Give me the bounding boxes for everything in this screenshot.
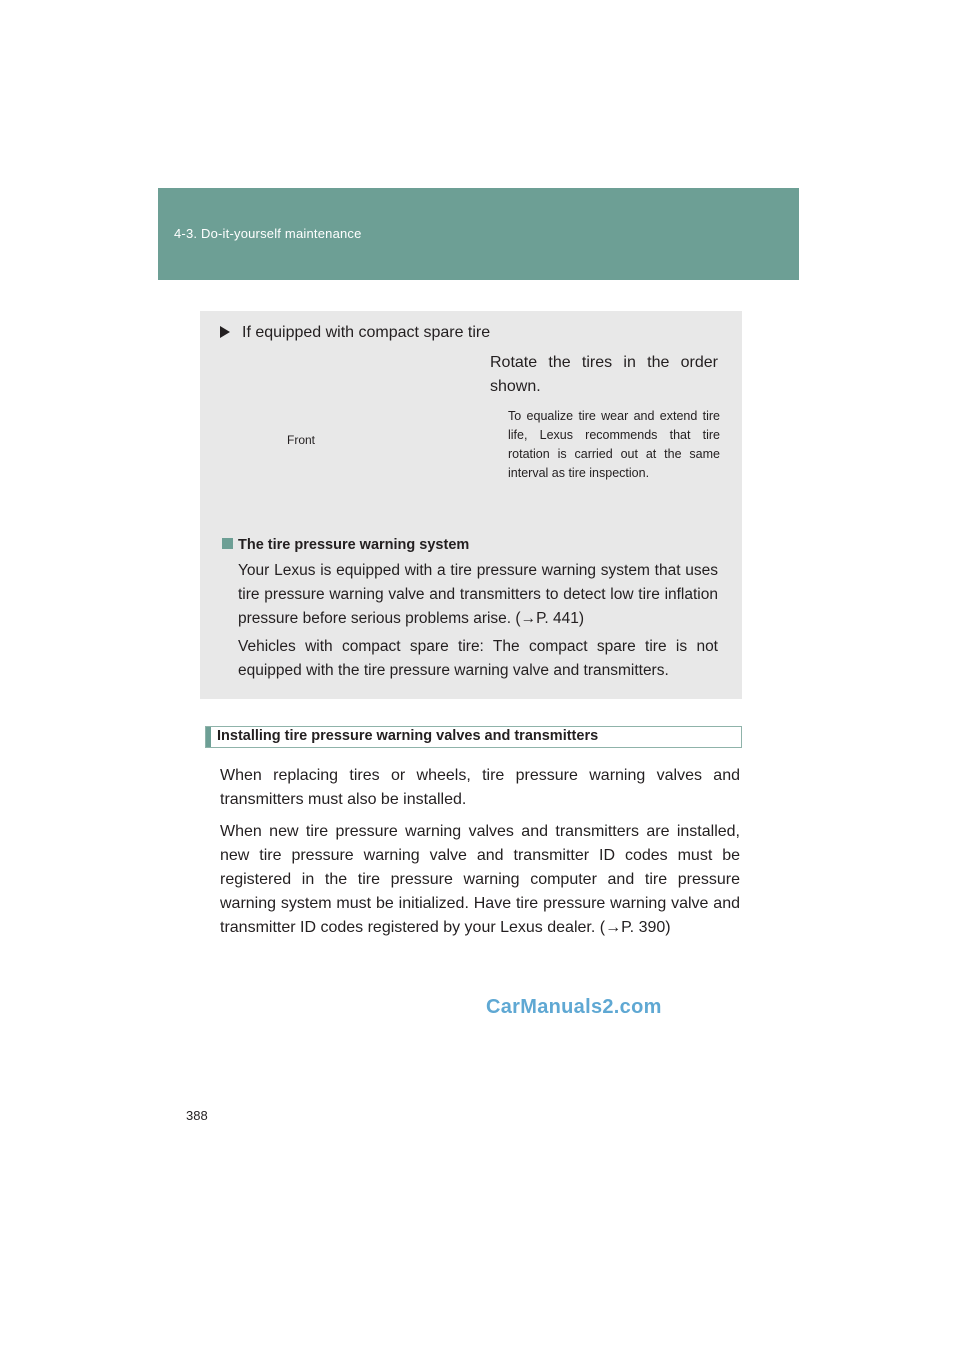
chapter-title: 4-3. Do-it-yourself maintenance: [174, 226, 362, 241]
square-bullet-icon: [222, 538, 233, 549]
rotation-note: To equalize tire wear and extend tire life, Lexus recommends that tire rotation is carried out at the same interval as tire inspection.: [508, 409, 720, 480]
section-heading-box: [205, 726, 742, 748]
rotation-instruction: Rotate the tires in the order shown.: [490, 354, 718, 395]
page-number: 388: [186, 1108, 208, 1123]
equipment-condition-label: If equipped with compact spare tire: [242, 324, 491, 341]
tpws-paragraph: Your Lexus is equipped with a tire pressure warning system that uses tire pressure warning valve and transmitters to detect low tire inflation pressure before serious problems arise. (→P. 441): [238, 562, 718, 627]
arrow-right-icon: [220, 326, 230, 338]
section-accent-bar: [206, 727, 211, 747]
info-panel: [200, 311, 742, 699]
tpws-heading: [222, 537, 469, 553]
watermark: CarManuals2.com: [486, 996, 662, 1018]
compact-spare-paragraph: Vehicles with compact spare tire: The compact spare tire is not equipped with the tire pressure warning valve and transmitters.: [238, 638, 718, 679]
chapter-header: [158, 188, 799, 280]
diagram-front-label: Front: [287, 433, 316, 447]
registration-paragraph: When new tire pressure warning valves and transmitters are installed, new tire pressure warning valve and transmitter ID codes must be registered in the tire pressure warning computer and tire pressure warning system must be initialized. Have tire pressure warning valve and transmitter ID codes registered by your Lexus dealer. (→P. 390): [220, 823, 740, 936]
equipment-condition: [220, 324, 490, 342]
tpws-heading-label: The tire pressure warning system: [238, 537, 470, 553]
install-paragraph: When replacing tires or wheels, tire pressure warning valves and transmitters must also be installed.: [220, 767, 740, 808]
section-title: Installing tire pressure warning valves and transmitters: [217, 728, 599, 744]
